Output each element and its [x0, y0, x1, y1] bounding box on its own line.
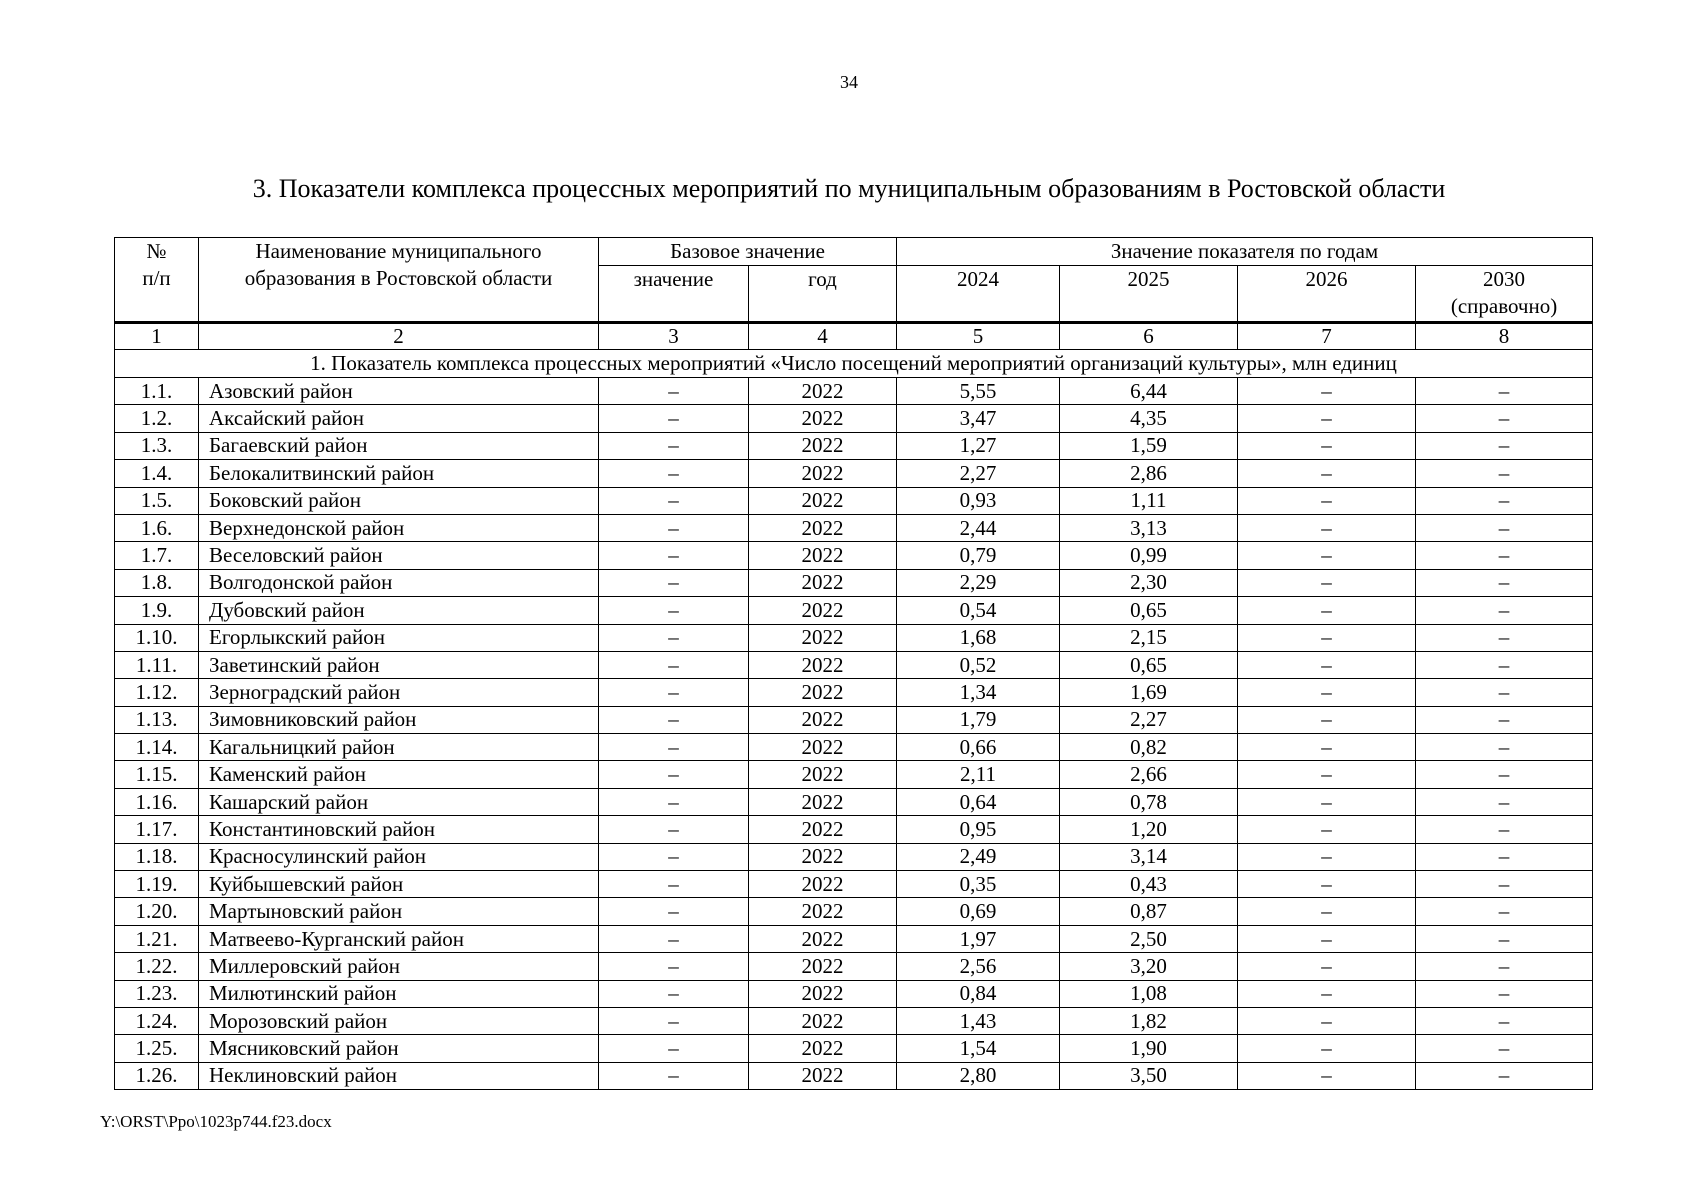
base-value: –	[599, 953, 749, 980]
base-year: 2022	[749, 980, 897, 1007]
header-year-2026: 2026	[1238, 266, 1416, 323]
column-number: 1	[115, 323, 199, 350]
value-2025: 6,44	[1060, 378, 1238, 405]
row-number: 1.1.	[115, 378, 199, 405]
header-year-2030: 2030 (справочно)	[1416, 266, 1593, 323]
value-2025: 2,27	[1060, 706, 1238, 733]
row-number: 1.11.	[115, 651, 199, 678]
base-year: 2022	[749, 953, 897, 980]
base-year: 2022	[749, 1062, 897, 1089]
municipality-name: Азовский район	[199, 378, 599, 405]
value-2026: –	[1238, 1035, 1416, 1062]
value-2030: –	[1416, 679, 1593, 706]
value-2026: –	[1238, 514, 1416, 541]
base-year: 2022	[749, 597, 897, 624]
municipality-name: Белокалитвинский район	[199, 460, 599, 487]
header-num: № п/п	[115, 238, 199, 323]
value-2024: 1,27	[897, 432, 1060, 459]
header-year-2025: 2025	[1060, 266, 1238, 323]
column-number: 7	[1238, 323, 1416, 350]
value-2025: 3,50	[1060, 1062, 1238, 1089]
row-number: 1.13.	[115, 706, 199, 733]
column-number: 2	[199, 323, 599, 350]
municipality-name: Мясниковский район	[199, 1035, 599, 1062]
base-year: 2022	[749, 843, 897, 870]
municipality-name: Каменский район	[199, 761, 599, 788]
value-2026: –	[1238, 925, 1416, 952]
value-2030: –	[1416, 405, 1593, 432]
municipality-name: Верхнедонской район	[199, 514, 599, 541]
municipality-name: Неклиновский район	[199, 1062, 599, 1089]
municipality-name: Кагальницкий район	[199, 734, 599, 761]
base-value: –	[599, 432, 749, 459]
value-2030: –	[1416, 378, 1593, 405]
value-2025: 1,59	[1060, 432, 1238, 459]
value-2024: 2,11	[897, 761, 1060, 788]
base-value: –	[599, 816, 749, 843]
value-2030: –	[1416, 734, 1593, 761]
row-number: 1.5.	[115, 487, 199, 514]
base-year: 2022	[749, 761, 897, 788]
row-number: 1.7.	[115, 542, 199, 569]
value-2026: –	[1238, 953, 1416, 980]
value-2026: –	[1238, 432, 1416, 459]
indicators-table	[114, 237, 1593, 1090]
municipality-name: Константиновский район	[199, 816, 599, 843]
value-2025: 1,69	[1060, 679, 1238, 706]
value-2030: –	[1416, 651, 1593, 678]
base-value: –	[599, 378, 749, 405]
value-2030: –	[1416, 706, 1593, 733]
value-2025: 4,35	[1060, 405, 1238, 432]
value-2025: 3,20	[1060, 953, 1238, 980]
column-number: 6	[1060, 323, 1238, 350]
value-2030: –	[1416, 898, 1593, 925]
row-number: 1.9.	[115, 597, 199, 624]
base-value: –	[599, 980, 749, 1007]
table-row	[115, 925, 1593, 952]
page-number: 34	[840, 72, 858, 92]
table-row	[115, 761, 1593, 788]
value-2025: 2,86	[1060, 460, 1238, 487]
value-2026: –	[1238, 816, 1416, 843]
municipality-name: Волгодонской район	[199, 569, 599, 596]
municipality-name: Куйбышевский район	[199, 871, 599, 898]
base-value: –	[599, 734, 749, 761]
base-year: 2022	[749, 651, 897, 678]
value-2026: –	[1238, 871, 1416, 898]
base-value: –	[599, 761, 749, 788]
base-value: –	[599, 706, 749, 733]
municipality-name: Матвеево-Курганский район	[199, 925, 599, 952]
municipality-name: Веселовский район	[199, 542, 599, 569]
table-row	[115, 706, 1593, 733]
value-2024: 2,56	[897, 953, 1060, 980]
value-2024: 1,54	[897, 1035, 1060, 1062]
document-title: 3. Показатели комплекса процессных мероприятий по муниципальным образованиям в Ростовской области	[252, 174, 1446, 203]
row-number: 1.26.	[115, 1062, 199, 1089]
value-2024: 2,49	[897, 843, 1060, 870]
value-2026: –	[1238, 460, 1416, 487]
base-value: –	[599, 1035, 749, 1062]
base-value: –	[599, 925, 749, 952]
row-number: 1.19.	[115, 871, 199, 898]
value-2024: 0,69	[897, 898, 1060, 925]
value-2026: –	[1238, 843, 1416, 870]
value-2024: 3,47	[897, 405, 1060, 432]
municipality-name: Аксайский район	[199, 405, 599, 432]
value-2030: –	[1416, 542, 1593, 569]
value-2024: 0,66	[897, 734, 1060, 761]
value-2030: –	[1416, 597, 1593, 624]
row-number: 1.18.	[115, 843, 199, 870]
value-2030: –	[1416, 788, 1593, 815]
table-row	[115, 1035, 1593, 1062]
municipality-name: Кашарский район	[199, 788, 599, 815]
value-2030: –	[1416, 980, 1593, 1007]
value-2025: 0,43	[1060, 871, 1238, 898]
row-number: 1.20.	[115, 898, 199, 925]
municipality-name: Багаевский район	[199, 432, 599, 459]
base-year: 2022	[749, 487, 897, 514]
value-2030: –	[1416, 761, 1593, 788]
header-by-years: Значение показателя по годам	[897, 238, 1593, 266]
column-number: 8	[1416, 323, 1593, 350]
row-number: 1.3.	[115, 432, 199, 459]
base-value: –	[599, 597, 749, 624]
base-value: –	[599, 651, 749, 678]
municipality-name: Зимовниковский район	[199, 706, 599, 733]
row-number: 1.4.	[115, 460, 199, 487]
base-year: 2022	[749, 898, 897, 925]
base-value: –	[599, 788, 749, 815]
row-number: 1.2.	[115, 405, 199, 432]
value-2026: –	[1238, 706, 1416, 733]
base-value: –	[599, 871, 749, 898]
header-base-value: значение	[599, 266, 749, 323]
base-year: 2022	[749, 542, 897, 569]
base-year: 2022	[749, 378, 897, 405]
table-row	[115, 816, 1593, 843]
row-number: 1.25.	[115, 1035, 199, 1062]
table-row	[115, 624, 1593, 651]
value-2024: 0,52	[897, 651, 1060, 678]
base-value: –	[599, 569, 749, 596]
value-2026: –	[1238, 378, 1416, 405]
value-2025: 3,14	[1060, 843, 1238, 870]
base-value: –	[599, 679, 749, 706]
row-number: 1.22.	[115, 953, 199, 980]
value-2024: 0,79	[897, 542, 1060, 569]
base-year: 2022	[749, 569, 897, 596]
section-title: 1. Показатель комплекса процессных мероприятий «Число посещений мероприятий организаций культуры», млн единиц	[115, 350, 1593, 378]
file-path-footer: Y:\ORST\Ppo\1023p744.f23.docx	[100, 1112, 332, 1131]
municipality-name: Красносулинский район	[199, 843, 599, 870]
value-2026: –	[1238, 1062, 1416, 1089]
table-row	[115, 898, 1593, 925]
value-2030: –	[1416, 432, 1593, 459]
value-2026: –	[1238, 898, 1416, 925]
municipality-name: Заветинский район	[199, 651, 599, 678]
table-row	[115, 953, 1593, 980]
base-year: 2022	[749, 1007, 897, 1034]
value-2026: –	[1238, 734, 1416, 761]
value-2025: 1,08	[1060, 980, 1238, 1007]
base-year: 2022	[749, 871, 897, 898]
value-2030: –	[1416, 871, 1593, 898]
value-2030: –	[1416, 953, 1593, 980]
table-row	[115, 569, 1593, 596]
column-number: 4	[749, 323, 897, 350]
value-2026: –	[1238, 597, 1416, 624]
value-2025: 2,15	[1060, 624, 1238, 651]
base-value: –	[599, 1007, 749, 1034]
municipality-name: Мартыновский район	[199, 898, 599, 925]
base-year: 2022	[749, 679, 897, 706]
column-number: 3	[599, 323, 749, 350]
row-number: 1.8.	[115, 569, 199, 596]
table-row	[115, 432, 1593, 459]
value-2025: 0,82	[1060, 734, 1238, 761]
row-number: 1.21.	[115, 925, 199, 952]
value-2026: –	[1238, 788, 1416, 815]
value-2030: –	[1416, 460, 1593, 487]
section-row	[115, 350, 1593, 378]
table-row	[115, 843, 1593, 870]
value-2025: 2,66	[1060, 761, 1238, 788]
value-2030: –	[1416, 624, 1593, 651]
value-2024: 0,64	[897, 788, 1060, 815]
table-row	[115, 378, 1593, 405]
value-2024: 5,55	[897, 378, 1060, 405]
value-2025: 0,65	[1060, 651, 1238, 678]
value-2025: 1,20	[1060, 816, 1238, 843]
table-row	[115, 460, 1593, 487]
value-2024: 0,54	[897, 597, 1060, 624]
base-year: 2022	[749, 788, 897, 815]
row-number: 1.12.	[115, 679, 199, 706]
table-row	[115, 788, 1593, 815]
base-year: 2022	[749, 816, 897, 843]
table-row	[115, 679, 1593, 706]
row-number: 1.6.	[115, 514, 199, 541]
value-2030: –	[1416, 1062, 1593, 1089]
header-year-2024: 2024	[897, 266, 1060, 323]
value-2024: 1,34	[897, 679, 1060, 706]
base-value: –	[599, 624, 749, 651]
row-number: 1.15.	[115, 761, 199, 788]
value-2025: 0,87	[1060, 898, 1238, 925]
base-value: –	[599, 898, 749, 925]
municipality-name: Морозовский район	[199, 1007, 599, 1034]
value-2024: 0,93	[897, 487, 1060, 514]
value-2026: –	[1238, 761, 1416, 788]
value-2030: –	[1416, 843, 1593, 870]
value-2024: 2,27	[897, 460, 1060, 487]
base-value: –	[599, 843, 749, 870]
value-2025: 3,13	[1060, 514, 1238, 541]
header-base: Базовое значение	[599, 238, 897, 266]
base-year: 2022	[749, 706, 897, 733]
row-number: 1.14.	[115, 734, 199, 761]
base-value: –	[599, 405, 749, 432]
table-row	[115, 514, 1593, 541]
value-2026: –	[1238, 569, 1416, 596]
column-numbers-row	[115, 323, 1593, 350]
value-2026: –	[1238, 624, 1416, 651]
municipality-name: Миллеровский район	[199, 953, 599, 980]
value-2030: –	[1416, 1035, 1593, 1062]
table-row	[115, 651, 1593, 678]
table-row	[115, 734, 1593, 761]
value-2025: 1,11	[1060, 487, 1238, 514]
base-value: –	[599, 514, 749, 541]
value-2025: 0,65	[1060, 597, 1238, 624]
value-2030: –	[1416, 925, 1593, 952]
base-year: 2022	[749, 514, 897, 541]
value-2024: 2,29	[897, 569, 1060, 596]
value-2025: 2,30	[1060, 569, 1238, 596]
value-2024: 1,43	[897, 1007, 1060, 1034]
value-2024: 1,68	[897, 624, 1060, 651]
municipality-name: Егорлыкский район	[199, 624, 599, 651]
table-row	[115, 487, 1593, 514]
base-value: –	[599, 487, 749, 514]
header-base-year: год	[749, 266, 897, 323]
table-row	[115, 1007, 1593, 1034]
base-year: 2022	[749, 1035, 897, 1062]
row-number: 1.23.	[115, 980, 199, 1007]
value-2026: –	[1238, 980, 1416, 1007]
value-2025: 0,78	[1060, 788, 1238, 815]
value-2025: 1,82	[1060, 1007, 1238, 1034]
value-2025: 0,99	[1060, 542, 1238, 569]
value-2030: –	[1416, 569, 1593, 596]
base-year: 2022	[749, 460, 897, 487]
base-value: –	[599, 460, 749, 487]
table-row	[115, 405, 1593, 432]
column-number: 5	[897, 323, 1060, 350]
municipality-name: Милютинский район	[199, 980, 599, 1007]
table-row	[115, 542, 1593, 569]
row-number: 1.24.	[115, 1007, 199, 1034]
base-value: –	[599, 1062, 749, 1089]
value-2024: 1,79	[897, 706, 1060, 733]
value-2025: 1,90	[1060, 1035, 1238, 1062]
municipality-name: Дубовский район	[199, 597, 599, 624]
table-row	[115, 1062, 1593, 1089]
value-2024: 1,97	[897, 925, 1060, 952]
value-2026: –	[1238, 487, 1416, 514]
municipality-name: Боковский район	[199, 487, 599, 514]
table-row	[115, 597, 1593, 624]
value-2024: 0,84	[897, 980, 1060, 1007]
base-year: 2022	[749, 925, 897, 952]
value-2026: –	[1238, 1007, 1416, 1034]
value-2030: –	[1416, 514, 1593, 541]
base-year: 2022	[749, 432, 897, 459]
value-2026: –	[1238, 679, 1416, 706]
base-year: 2022	[749, 624, 897, 651]
base-year: 2022	[749, 405, 897, 432]
row-number: 1.10.	[115, 624, 199, 651]
base-value: –	[599, 542, 749, 569]
value-2030: –	[1416, 816, 1593, 843]
value-2024: 0,95	[897, 816, 1060, 843]
value-2024: 2,80	[897, 1062, 1060, 1089]
value-2025: 2,50	[1060, 925, 1238, 952]
value-2030: –	[1416, 487, 1593, 514]
table-row	[115, 980, 1593, 1007]
row-number: 1.17.	[115, 816, 199, 843]
value-2030: –	[1416, 1007, 1593, 1034]
table-row	[115, 871, 1593, 898]
base-year: 2022	[749, 734, 897, 761]
municipality-name: Зерноградский район	[199, 679, 599, 706]
value-2026: –	[1238, 651, 1416, 678]
row-number: 1.16.	[115, 788, 199, 815]
value-2024: 0,35	[897, 871, 1060, 898]
value-2024: 2,44	[897, 514, 1060, 541]
value-2026: –	[1238, 405, 1416, 432]
value-2026: –	[1238, 542, 1416, 569]
header-name: Наименование муниципального образования в Ростовской области	[199, 238, 599, 323]
